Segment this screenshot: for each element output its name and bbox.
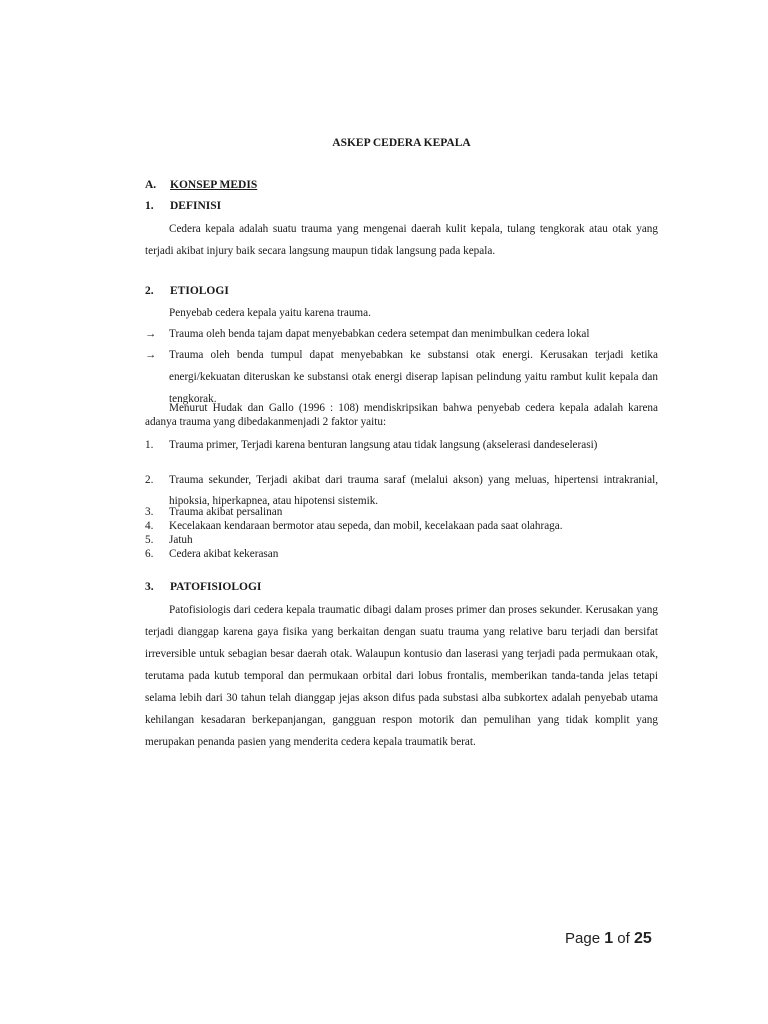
- hudak-paragraph: Menurut Hudak dan Gallo (1996 : 108) mendiskripsikan bahwa penyebab cedera kepala adalah karena adanya trauma yang dibedakanmenjadi 2 faktor yaitu:: [145, 402, 658, 428]
- list-item: [145, 505, 658, 519]
- patofisiologi-label: PATOFISIOLOGI: [170, 581, 262, 593]
- list-item: [145, 533, 658, 547]
- definisi-paragraph: Cedera kepala adalah suatu trauma yang mengenai daerah kulit kepala, tulang tengkorak atau otak yang terjadi akibat injury baik secara langsung maupun tidak langsung pada kepala.: [145, 223, 658, 257]
- page-footer: [565, 930, 652, 948]
- total-page-number: 25: [633, 930, 652, 947]
- page-word: Page: [565, 930, 601, 947]
- patofisiologi-heading: [145, 581, 261, 593]
- arrow-icon: →: [145, 349, 157, 361]
- list-item-number: 4.: [145, 520, 154, 532]
- etiologi-heading: [145, 285, 229, 297]
- list-item-number: 6.: [145, 548, 154, 560]
- document-title: ASKEP CEDERA KEPALA: [332, 137, 471, 149]
- etiologi-intro: Penyebab cedera kepala yaitu karena trauma.: [169, 307, 371, 319]
- section-a-marker: A.: [145, 179, 157, 191]
- etiologi-label: ETIOLOGI: [170, 285, 229, 297]
- section-a-label: KONSEP MEDIS: [170, 179, 258, 191]
- patofisiologi-paragraph: Patofisiologis dari cedera kepala traumatic dibagi dalam proses primer dan proses sekunder. Kerusakan yang terjadi dianggap karena gaya fisika yang berkaitan dengan suatu trauma yang relative baru terjadi dan bersifat irreversible untuk sebagian besar daerah otak. Walaupun kontusio dan laserasi yang terjadi pada permukaan otak, terutama pada kutub temporal dan permukaan orbital dari lobus frontalis, memberikan tanda-tanda jelas tetapi selama lebih dari 30 tahun telah dianggap jejas akson difus pada substasi alba subkortex adalah penyebab utama kehilangan kesadaran berkepanjangan, gangguan respon motorik dan pemulihan yang tidak komplit yang merupakan penanda pasien yang menderita cedera kepala traumatik berat.: [145, 604, 658, 748]
- definisi-label: DEFINISI: [170, 200, 222, 212]
- arrow-item: [145, 327, 658, 341]
- current-page-number: 1: [604, 930, 614, 947]
- list-item-text: Kecelakaan kendaraan bermotor atau sepeda, dan mobil, kecelakaan pada saat olahraga.: [169, 520, 563, 532]
- arrow-icon: →: [145, 328, 157, 340]
- etiologi-marker: 2.: [145, 285, 154, 297]
- list-item: [145, 547, 658, 561]
- list-item-text: Trauma akibat persalinan: [169, 506, 283, 518]
- patofisiologi-marker: 3.: [145, 581, 154, 593]
- section-a-heading: [145, 179, 257, 191]
- list-item-number: 1.: [145, 439, 154, 451]
- list-item-number: 3.: [145, 506, 154, 518]
- list-item-text: Jatuh: [169, 534, 193, 546]
- of-word: of: [617, 930, 630, 947]
- arrow-item-text: Trauma oleh benda tumpul dapat menyebabkan ke substansi otak energi. Kerusakan terjadi ketika energi/kekuatan diteruskan ke substansi otak energi diserap lapisan pelindung yaitu rambut kulit kepala dan tengkorak.: [169, 349, 658, 405]
- list-item-text: Cedera akibat kekerasan: [169, 548, 279, 560]
- list-item: [145, 435, 658, 455]
- list-item-text: Trauma primer, Terjadi karena benturan langsung atau tidak langsung (akselerasi dandeselerasi): [169, 439, 598, 451]
- list-item: [145, 519, 658, 533]
- list-item-number: 5.: [145, 534, 154, 546]
- list-item-text: Trauma sekunder, Terjadi akibat dari trauma saraf (melalui akson) yang meluas, hipertensi intrakranial, hipoksia, hiperkapnea, atau hipotensi sistemik.: [169, 474, 658, 507]
- definisi-marker: 1.: [145, 200, 154, 212]
- definisi-heading: [145, 200, 221, 212]
- arrow-item-text: Trauma oleh benda tajam dapat menyebabkan cedera setempat dan menimbulkan cedera lokal: [169, 328, 590, 340]
- list-item-number: 2.: [145, 474, 154, 486]
